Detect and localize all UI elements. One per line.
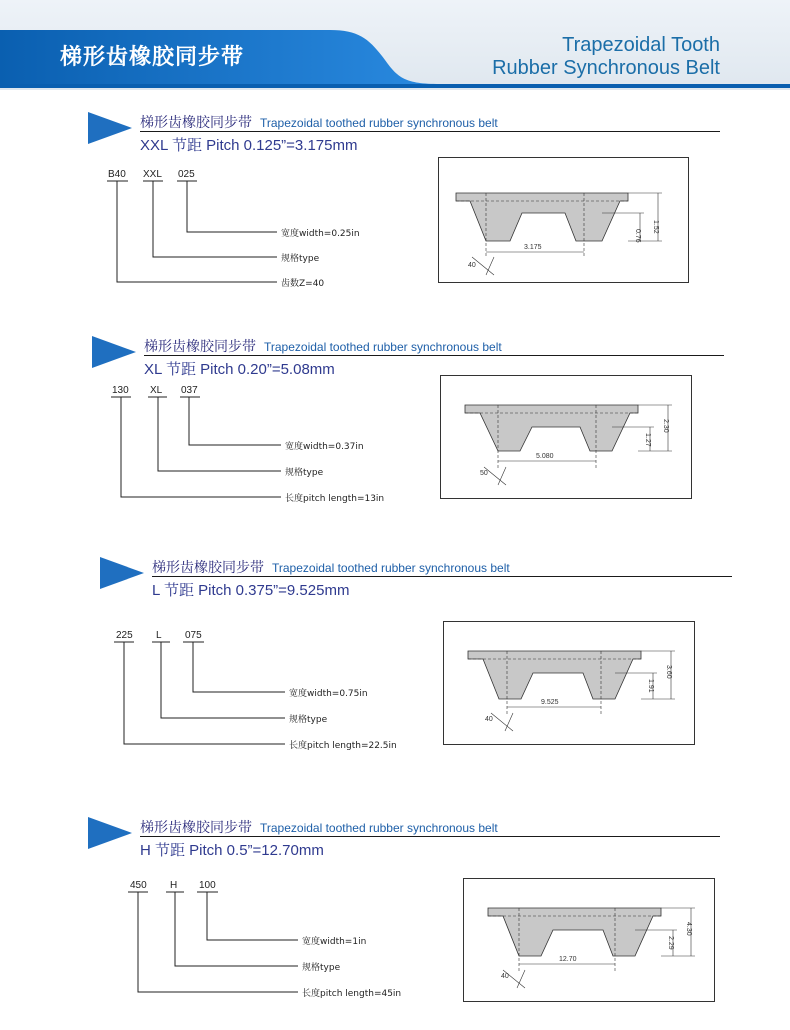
section-title-english: Trapezoidal toothed rubber synchronous belt [264,340,502,354]
dim-pitch: 3.175 [524,244,542,251]
callout-type: 规格type [281,254,320,264]
belt-profile-diagram [440,375,692,499]
dim-pitch: 9.525 [541,699,559,706]
section-l [0,550,790,750]
dim-tooth-height: 2.29 [667,936,674,950]
header-title-english-line2: Rubber Synchronous Belt [492,57,720,79]
callout-length: 长度pitch length=45in [302,989,402,999]
header-title-english-line1: Trapezoidal Tooth [562,34,720,56]
code-length: 225 [116,630,133,641]
dim-angle: 40 [485,716,493,723]
code-type: L [156,630,162,641]
dim-angle: 50 [480,470,488,477]
belt-profile-diagram [443,621,695,745]
dim-total-height: 2.30 [662,419,669,433]
header-title-chinese: 梯形齿橡胶同步带 [60,45,245,70]
callout-width: 宽度width=0.25in [281,229,360,239]
code-width: 075 [185,630,202,641]
callout-width: 宽度width=0.75in [289,689,368,699]
dim-total-height: 4.30 [685,922,692,936]
code-width: 037 [181,385,198,396]
callout-width: 宽度width=1in [302,937,367,947]
code-width: 025 [178,169,195,180]
dim-total-height: 1.52 [652,220,659,234]
callout-type: 规格type [302,963,341,973]
callout-type: 规格type [289,715,328,725]
code-width: 100 [199,880,216,891]
section-pitch: L 节距 Pitch 0.375”=9.525mm [152,582,350,599]
section-title-english: Trapezoidal toothed rubber synchronous belt [260,821,498,835]
section-xxl [0,105,790,305]
section-xl [0,329,790,529]
code-length: 130 [112,385,129,396]
code-type: H [170,880,178,891]
dim-tooth-height: 1.91 [647,679,654,693]
section-pitch: XXL 节距 Pitch 0.125”=3.175mm [140,137,358,154]
code-callout-lines [0,329,300,529]
dim-pitch: 5.080 [536,453,554,460]
dim-pitch: 12.70 [559,956,577,963]
dim-tooth-height: 0.76 [634,229,641,243]
code-type: XXL [143,169,162,180]
dim-angle: 40 [468,262,476,269]
code-callout-lines [0,550,300,760]
code-callout-lines [0,810,300,1010]
code-length: 450 [130,880,147,891]
code-callout-lines [0,105,300,305]
dim-angle: 40 [501,973,509,980]
section-pitch: H 节距 Pitch 0.5”=12.70mm [140,842,324,859]
callout-length: 齿数Z=40 [281,279,325,289]
section-pitch: XL 节距 Pitch 0.20”=5.08mm [144,361,335,378]
callout-width: 宽度width=0.37in [285,442,364,452]
belt-profile-diagram [438,157,689,283]
header-title-english [492,34,720,80]
dim-total-height: 3.60 [665,665,672,679]
section-title-chinese: 梯形齿橡胶同步带 [140,820,252,836]
section-title-english: Trapezoidal toothed rubber synchronous belt [260,116,498,130]
code-count: B40 [108,169,126,180]
callout-length: 长度pitch length=22.5in [289,741,397,751]
section-title-chinese: 梯形齿橡胶同步带 [152,560,264,576]
section-h [0,810,790,1010]
callout-length: 长度pitch length=13in [285,494,385,504]
callout-type: 规格type [285,468,324,478]
section-title-chinese: 梯形齿橡胶同步带 [140,115,252,131]
code-type: XL [150,385,163,396]
dim-tooth-height: 1.27 [644,433,651,447]
belt-profile-diagram [463,878,715,1002]
section-title-chinese: 梯形齿橡胶同步带 [144,339,256,355]
page-header [0,0,790,95]
section-title-english: Trapezoidal toothed rubber synchronous belt [272,561,510,575]
